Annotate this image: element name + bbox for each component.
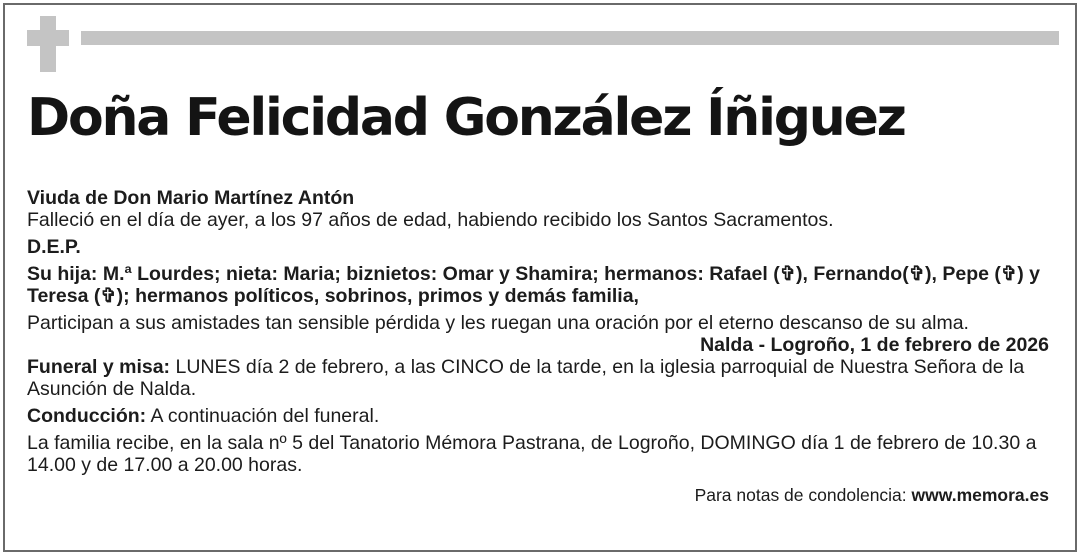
condolences-link[interactable]: www.memora.es	[911, 485, 1049, 505]
reception-info: La familia recibe, en la sala nº 5 del Tanatorio Mémora Pastrana, de Logroño, DOMINGO día 1 de febrero de 10.30 a 14.00 y de 17.00 a 20.00 horas.	[27, 432, 1037, 476]
widow-of: Viuda de Don Mario Martínez Antón	[27, 187, 355, 209]
death-info: Falleció en el día de ayer, a los 97 años de edad, habiendo recibido los Santos Sacramentos.	[27, 209, 834, 231]
dep-text: D.E.P.	[27, 236, 81, 258]
deceased-name: Doña Felicidad González Íñiguez	[27, 88, 905, 148]
funeral-info	[27, 356, 1049, 400]
family-list: Su hija: M.ª Lourdes; nieta: Maria; biznietos: Omar y Shamira; hermanos: Rafael (✞), Fernando(✞), Pepe (✞) y Teresa (✞); hermanos políticos, sobrinos, primos y demás familia,	[27, 263, 1040, 307]
funeral-text: LUNES día 2 de febrero, a las CINCO de la tarde, en la iglesia parroquial de Nuestra Señora de la Asunción de Nalda.	[27, 356, 1025, 400]
conduction-info	[27, 405, 1049, 427]
condolences-label: Para notas de condolencia:	[694, 485, 912, 505]
condolences	[27, 484, 1049, 506]
place-date: Nalda - Logroño, 1 de febrero de 2026	[700, 334, 1049, 356]
cross-icon-bar	[27, 30, 69, 46]
announcement: Participan a sus amistades tan sensible pérdida y les ruegan una oración por el eterno descanso de su alma.	[27, 312, 969, 334]
conduction-text: A continuación del funeral.	[146, 405, 380, 427]
funeral-label: Funeral y misa:	[27, 356, 171, 378]
notice-body	[27, 187, 1049, 511]
conduction-label: Conducción:	[27, 405, 147, 427]
header-rule	[81, 31, 1059, 45]
